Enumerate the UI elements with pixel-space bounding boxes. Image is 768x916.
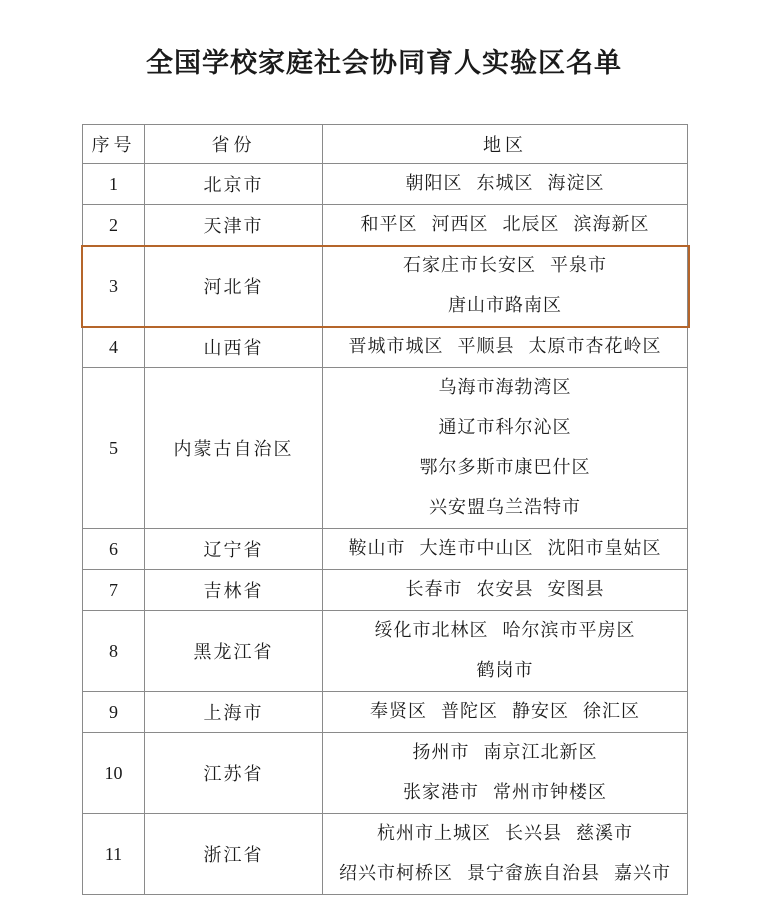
area-name: 扬州市 <box>412 742 470 763</box>
page-title: 全国学校家庭社会协同育人实验区名单 <box>146 48 622 79</box>
area-name: 静安区 <box>512 701 569 722</box>
area-cell <box>323 205 688 246</box>
area-name: 太原市杏花岭区 <box>528 336 662 357</box>
area-cell <box>323 164 688 205</box>
area-cell <box>323 570 688 611</box>
area-name: 绥化市北林区 <box>374 620 489 641</box>
area-name: 张家港市 <box>403 782 479 803</box>
area-name: 和平区 <box>360 214 418 235</box>
area-cell <box>323 246 688 327</box>
area-line <box>323 246 687 286</box>
province-cell: 浙江省 <box>145 814 323 895</box>
area-name: 通辽市科尔沁区 <box>438 417 572 438</box>
area-cell <box>323 692 688 733</box>
table-row <box>83 733 688 814</box>
area-line <box>323 286 687 326</box>
table-row <box>83 164 688 205</box>
province-cell: 河北省 <box>145 246 323 327</box>
row-number: 7 <box>83 570 145 611</box>
area-name: 鄂尔多斯市康巴什区 <box>419 457 591 478</box>
area-name: 东城区 <box>476 173 534 194</box>
area-cell <box>323 733 688 814</box>
area-name: 朝阳区 <box>405 173 463 194</box>
area-line <box>323 651 687 691</box>
row-number: 2 <box>83 205 145 246</box>
area-line <box>323 488 687 528</box>
area-line <box>323 408 687 448</box>
area-cell <box>323 368 688 529</box>
area-name: 海淀区 <box>547 173 605 194</box>
area-name: 常州市钟楼区 <box>493 782 607 803</box>
row-number: 5 <box>83 368 145 529</box>
area-name: 兴安盟乌兰浩特市 <box>429 497 581 518</box>
area-cell <box>323 814 688 895</box>
area-line <box>323 164 687 204</box>
table-row <box>83 611 688 692</box>
header-area: 地区 <box>323 125 688 164</box>
area-name: 鹤岗市 <box>476 660 534 681</box>
province-cell: 吉林省 <box>145 570 323 611</box>
area-name: 平顺县 <box>457 336 515 357</box>
province-cell: 内蒙古自治区 <box>145 368 323 529</box>
area-name: 杭州市上城区 <box>377 823 491 844</box>
row-number: 8 <box>83 611 145 692</box>
area-name: 徐汇区 <box>583 701 640 722</box>
area-name: 乌海市海勃湾区 <box>438 377 572 398</box>
area-name: 奉贤区 <box>370 701 427 722</box>
area-name: 大连市中山区 <box>419 538 534 559</box>
province-cell: 天津市 <box>145 205 323 246</box>
area-line <box>323 529 687 569</box>
header-province: 省份 <box>145 125 323 164</box>
area-name: 景宁畲族自治县 <box>467 863 600 884</box>
area-name: 嘉兴市 <box>614 863 671 884</box>
province-cell: 黑龙江省 <box>145 611 323 692</box>
table-row <box>83 246 688 327</box>
province-cell: 辽宁省 <box>145 529 323 570</box>
province-cell: 上海市 <box>145 692 323 733</box>
area-line <box>323 368 687 408</box>
area-name: 鞍山市 <box>348 538 406 559</box>
area-name: 唐山市路南区 <box>448 295 562 316</box>
row-number: 4 <box>83 327 145 368</box>
table-header-row <box>83 125 688 164</box>
table-row <box>83 327 688 368</box>
area-line <box>323 814 687 854</box>
area-name: 慈溪市 <box>576 823 633 844</box>
area-name: 晋城市城区 <box>348 336 444 357</box>
table-row <box>83 692 688 733</box>
header-no: 序号 <box>83 125 145 164</box>
area-name: 农安县 <box>476 579 534 600</box>
area-name: 滨海新区 <box>573 214 650 235</box>
row-number: 11 <box>83 814 145 895</box>
area-name: 长春市 <box>405 579 463 600</box>
row-number: 9 <box>83 692 145 733</box>
area-line <box>323 733 687 773</box>
table-row <box>83 205 688 246</box>
area-line <box>323 773 687 813</box>
area-cell <box>323 529 688 570</box>
row-number: 1 <box>83 164 145 205</box>
area-cell <box>323 327 688 368</box>
table-body <box>83 164 688 895</box>
table-row <box>83 570 688 611</box>
table-row <box>83 814 688 895</box>
province-cell: 北京市 <box>145 164 323 205</box>
row-number: 3 <box>83 246 145 327</box>
province-cell: 山西省 <box>145 327 323 368</box>
area-name: 北辰区 <box>502 214 560 235</box>
province-cell: 江苏省 <box>145 733 323 814</box>
area-name: 沈阳市皇姑区 <box>547 538 662 559</box>
area-name: 南京江北新区 <box>483 742 598 763</box>
area-name: 长兴县 <box>505 823 562 844</box>
area-line <box>323 611 687 651</box>
area-name: 石家庄市长安区 <box>403 255 536 276</box>
area-line <box>323 570 687 610</box>
area-name: 哈尔滨市平房区 <box>502 620 636 641</box>
area-name: 普陀区 <box>441 701 498 722</box>
area-line <box>323 448 687 488</box>
row-number: 6 <box>83 529 145 570</box>
table-row <box>83 529 688 570</box>
area-cell <box>323 611 688 692</box>
area-name: 绍兴市柯桥区 <box>339 863 453 884</box>
area-line <box>323 854 687 894</box>
area-name: 安图县 <box>547 579 605 600</box>
area-name: 平泉市 <box>550 255 607 276</box>
row-number: 10 <box>83 733 145 814</box>
area-line <box>323 327 687 367</box>
experimental-zone-table <box>82 124 688 895</box>
area-name: 河西区 <box>431 214 489 235</box>
table-row <box>83 368 688 529</box>
area-line <box>323 692 687 732</box>
area-line <box>323 205 687 245</box>
